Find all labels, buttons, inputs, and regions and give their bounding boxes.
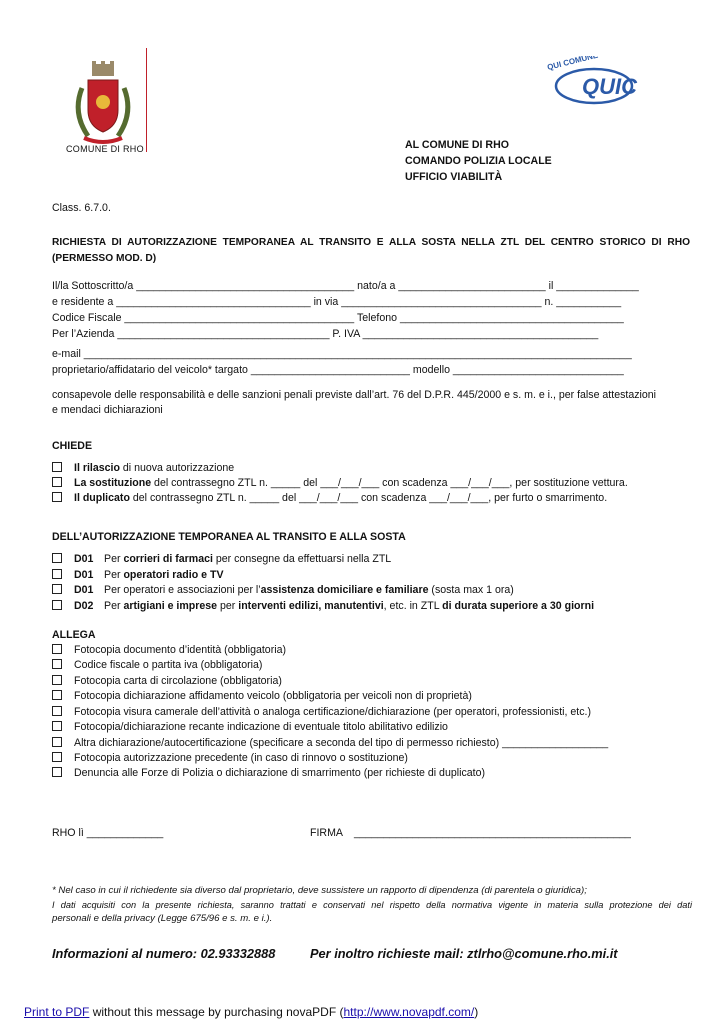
footnote-line: I dati acquisiti con la presente richiesta, saranno trattati e conservati nel rispetto della normativa vigente in materia sulla protezione dei dati: [52, 900, 692, 910]
declaration: [52, 388, 656, 418]
title-line: (PERMESSO MOD. D): [52, 253, 157, 264]
checkbox[interactable]: [52, 690, 62, 700]
attachment-option[interactable]: [52, 720, 448, 735]
attachment-option[interactable]: [52, 658, 262, 673]
permit-text-bold: corrieri di farmaci: [123, 553, 213, 565]
pdf-footer: [24, 1005, 478, 1020]
attachment-option[interactable]: [52, 705, 591, 720]
attachment-text: Fotocopia carta di circolazione (obbligatoria): [74, 675, 282, 687]
checkbox[interactable]: [52, 752, 62, 762]
option-bold: Il rilascio: [74, 462, 120, 474]
chiede-option[interactable]: [52, 491, 607, 506]
chiede-heading: CHIEDE: [52, 440, 93, 452]
permit-text: Per: [104, 569, 124, 581]
checkbox[interactable]: [52, 477, 62, 487]
checkbox[interactable]: [52, 706, 62, 716]
attachment-option[interactable]: [52, 689, 472, 704]
address-line: UFFICIO VIABILITÀ: [405, 171, 503, 183]
field-sottoscritto[interactable]: Il/la Sottoscritto/a _____________________________________ nato/a a _________________________ il ______________: [52, 280, 639, 292]
option-bold: La sostituzione: [74, 477, 152, 489]
option-text: del contrassegno ZTL n. _____ del ___/___/___ con scadenza ___/___/___, per furto o smarrimento.: [129, 492, 608, 504]
checkbox[interactable]: [52, 569, 62, 579]
quic-logo: [542, 56, 638, 108]
declaration-line: consapevole delle responsabilità e delle sanzioni penali previste dall’art. 76 del D.P.R. 445/2000 e s. m. e i., per false attestazioni: [52, 389, 657, 401]
quic-arc-text: QUI COMUNE: [546, 56, 599, 72]
checkbox[interactable]: [52, 584, 62, 594]
permit-text-bold: operatori radio e TV: [123, 569, 224, 581]
pdf-footer-text: without this message by purchasing novaPDF (: [89, 1005, 344, 1019]
footnotes: [52, 884, 692, 926]
permit-text-bold: interventi edilizi, manutentivi: [238, 600, 384, 612]
form-title: [52, 235, 690, 267]
option-bold: Il duplicato: [74, 492, 130, 504]
allega-heading: ALLEGA: [52, 629, 96, 641]
declaration-line: e mendaci dichiarazioni: [52, 404, 163, 416]
footnote-line: * Nel caso in cui il richiedente sia diverso dal proprietario, deve sussistere un rapporto di dipendenza (di parentela o giuridica);: [52, 885, 587, 896]
permit-text-bold: assistenza domiciliare e familiare: [260, 584, 429, 596]
checkbox[interactable]: [52, 767, 62, 777]
chiede-option[interactable]: [52, 476, 628, 491]
checkbox[interactable]: [52, 721, 62, 731]
chiede-option[interactable]: [52, 461, 234, 476]
permit-option[interactable]: [52, 552, 391, 567]
attachment-option[interactable]: [52, 643, 286, 658]
option-text: del contrassegno ZTL n. _____ del ___/___/___ con scadenza ___/___/___, per sostituzione vettura.: [151, 477, 628, 489]
permit-text: per consegne da effettuarsi nella ZTL: [212, 553, 392, 565]
permit-code: D02: [74, 600, 94, 612]
classification: Class. 6.7.0.: [52, 202, 111, 214]
checkbox[interactable]: [52, 675, 62, 685]
permit-code: D01: [74, 569, 94, 581]
signature-place-date[interactable]: RHO lì _____________: [52, 827, 164, 839]
permit-text: Per: [104, 600, 124, 612]
quic-logo-icon: [542, 56, 638, 108]
attachment-option[interactable]: [52, 674, 282, 689]
permit-text: per: [217, 600, 239, 612]
print-to-pdf-link[interactable]: Print to PDF: [24, 1005, 90, 1019]
attachment-text: Codice fiscale o partita iva (obbligatoria): [74, 659, 263, 671]
title-line: RICHIESTA DI AUTORIZZAZIONE TEMPORANEA AL TRANSITO E ALLA SOSTA NELLA ZTL DEL CENTRO STORICO DI RHO: [52, 237, 690, 248]
checkbox[interactable]: [52, 553, 62, 563]
crest-caption: COMUNE DI RHO: [66, 144, 144, 154]
permit-code: D01: [74, 553, 94, 565]
permit-code: D01: [74, 584, 94, 596]
field-residenza[interactable]: e residente a _________________________________ in via __________________________________ n. ___________: [52, 296, 622, 308]
permit-text: Per: [104, 553, 124, 565]
attachment-text: Fotocopia visura camerale dell’attività o analoga certificazione/dichiarazione (per operatori, professionisti, etc.): [74, 706, 591, 718]
autorizzazione-heading: DELL’AUTORIZZAZIONE TEMPORANEA AL TRANSITO E ALLA SOSTA: [52, 531, 406, 543]
signature-firma-line[interactable]: _______________________________________________: [354, 827, 631, 839]
permit-text-bold: artigiani e imprese: [123, 600, 218, 612]
info-phone: Informazioni al numero: 02.93332888: [52, 946, 276, 961]
checkbox[interactable]: [52, 462, 62, 472]
address-line: AL COMUNE DI RHO: [405, 139, 509, 151]
attachment-option[interactable]: [52, 736, 608, 751]
attachment-text: Fotocopia autorizzazione precedente (in caso di rinnovo o sostituzione): [74, 752, 408, 764]
attachment-text: Fotocopia documento d’identità (obbligatoria): [74, 644, 287, 656]
footnote-line: personali e della privacy (Legge 675/96 e s. m. e i.).: [52, 913, 273, 924]
permit-option[interactable]: [52, 583, 514, 598]
checkbox[interactable]: [52, 492, 62, 502]
permit-text: (sosta max 1 ora): [428, 584, 514, 596]
permit-text: Per operatori e associazioni per l’: [104, 584, 261, 596]
quic-brand-text: QUIC: [582, 74, 637, 99]
pdf-footer-end: ): [474, 1005, 479, 1019]
crest-divider: [146, 48, 147, 152]
novapdf-link[interactable]: http://www.novapdf.com/: [343, 1005, 475, 1019]
attachment-text: Fotocopia/dichiarazione recante indicazione di eventuale titolo abilitativo edilizio: [74, 721, 448, 733]
recipient-address: [405, 137, 552, 185]
option-text: di nuova autorizzazione: [119, 462, 235, 474]
permit-option[interactable]: [52, 568, 224, 583]
signature-firma-label: FIRMA: [310, 827, 343, 839]
attachment-text: Denuncia alle Forze di Polizia o dichiarazione di smarrimento (per richieste di duplicato): [74, 767, 485, 779]
field-email[interactable]: e-mail _____________________________________________________________________________________________: [52, 348, 632, 360]
attachment-text: Fotocopia dichiarazione affidamento veicolo (obbligatoria per veicoli non di proprietà): [74, 690, 472, 702]
field-veicolo[interactable]: proprietario/affidatario del veicolo* targato ___________________________ modello _____________________________: [52, 364, 624, 376]
info-email: Per inoltro richieste mail: ztlrho@comune.rho.mi.it: [310, 946, 618, 961]
address-line: COMANDO POLIZIA LOCALE: [405, 155, 552, 167]
checkbox[interactable]: [52, 659, 62, 669]
attachment-option[interactable]: [52, 751, 408, 766]
permit-option[interactable]: [52, 599, 594, 614]
attachment-text: Altra dichiarazione/autocertificazione (specificare a seconda del tipo di permesso richiesto) __________________: [74, 737, 609, 749]
field-azienda[interactable]: Per l’Azienda ____________________________________ P. IVA ________________________________________: [52, 328, 599, 340]
checkbox[interactable]: [52, 644, 62, 654]
checkbox[interactable]: [52, 737, 62, 747]
permit-text: , etc. in ZTL: [383, 600, 443, 612]
attachment-option[interactable]: [52, 766, 485, 781]
permit-text-bold: di durata superiore a 30 giorni: [442, 600, 595, 612]
checkbox[interactable]: [52, 600, 62, 610]
field-codice-fiscale[interactable]: Codice Fiscale _______________________________________ Telefono ______________________________________: [52, 312, 624, 324]
